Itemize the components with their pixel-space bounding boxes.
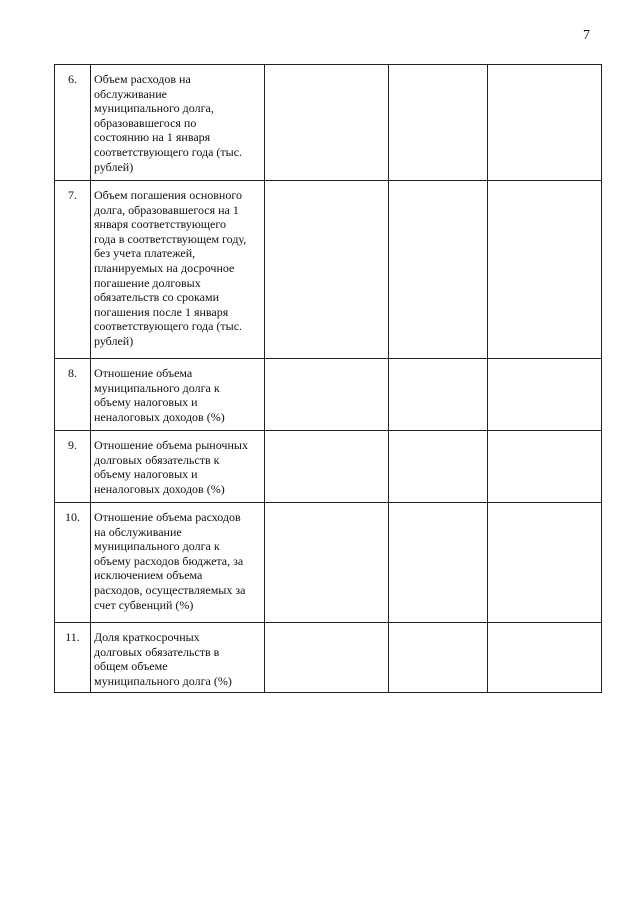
- desc-line: Отношение объема рыночных: [94, 438, 248, 452]
- desc-line: объему налоговых и: [94, 467, 198, 482]
- value-cell: [265, 431, 389, 503]
- value-cell: [389, 623, 488, 693]
- value-cell: [265, 623, 389, 693]
- desc-line: Объем погашения основного: [94, 188, 242, 202]
- value-cell: [488, 623, 602, 693]
- row-number: 7.: [55, 181, 91, 359]
- desc-line: рублей): [94, 159, 134, 174]
- value-cell: [389, 181, 488, 359]
- row-number: 8.: [55, 359, 91, 431]
- desc-line: на обслуживание: [94, 524, 182, 539]
- desc-line: объему расходов бюджета, за: [94, 553, 244, 568]
- desc-line: погашения после 1 января: [94, 304, 229, 319]
- desc-line: счет субвенций (%): [94, 597, 194, 612]
- desc-line: соответствующего года (тыс.: [94, 144, 243, 159]
- value-cell: [265, 503, 389, 623]
- desc-line: обязательств со сроками: [94, 290, 219, 305]
- row-description: [91, 431, 265, 503]
- desc-line: года в соответствующем году,: [94, 231, 247, 246]
- desc-line: муниципального долга,: [94, 101, 214, 116]
- value-cell: [265, 65, 389, 181]
- desc-line: муниципального долга к: [94, 380, 220, 395]
- row-number: 11.: [55, 623, 91, 693]
- desc-line: муниципального долга (%): [94, 673, 232, 688]
- value-cell: [389, 431, 488, 503]
- desc-line: неналоговых доходов (%): [94, 409, 225, 424]
- desc-line: муниципального долга к: [94, 539, 220, 554]
- desc-line: долговых обязательств в: [94, 644, 220, 659]
- row-description: [91, 181, 265, 359]
- desc-line: планируемых на досрочное: [94, 260, 235, 275]
- table-row: [55, 181, 602, 359]
- value-cell: [488, 65, 602, 181]
- desc-line: образовавшегося по: [94, 115, 197, 130]
- table-row: [55, 65, 602, 181]
- value-cell: [265, 359, 389, 431]
- value-cell: [488, 431, 602, 503]
- row-description: [91, 65, 265, 181]
- value-cell: [488, 503, 602, 623]
- desc-line: без учета платежей,: [94, 246, 196, 261]
- desc-line: долговых обязательств к: [94, 452, 220, 467]
- value-cell: [488, 181, 602, 359]
- desc-line: рублей): [94, 333, 134, 348]
- desc-line: Отношение объема расходов: [94, 510, 241, 524]
- desc-line: общем объеме: [94, 659, 168, 674]
- value-cell: [389, 65, 488, 181]
- desc-line: неналоговых доходов (%): [94, 481, 225, 496]
- desc-line: обслуживание: [94, 86, 167, 101]
- row-description: [91, 623, 265, 693]
- desc-line: Объем расходов на: [94, 72, 191, 86]
- desc-line: состоянию на 1 января: [94, 130, 211, 145]
- desc-line: объему налоговых и: [94, 395, 198, 410]
- page-number: 7: [583, 28, 590, 43]
- table-row: [55, 359, 602, 431]
- value-cell: [389, 359, 488, 431]
- value-cell: [389, 503, 488, 623]
- row-number: 6.: [55, 65, 91, 181]
- desc-line: Отношение объема: [94, 366, 193, 380]
- indicators-table: [54, 64, 602, 693]
- desc-line: исключением объема: [94, 568, 203, 583]
- row-description: [91, 359, 265, 431]
- row-number: 9.: [55, 431, 91, 503]
- desc-line: долга, образовавшегося на 1: [94, 202, 239, 217]
- table-row: [55, 623, 602, 693]
- row-description: [91, 503, 265, 623]
- desc-line: января соответствующего: [94, 217, 226, 232]
- desc-line: расходов, осуществляемых за: [94, 582, 246, 597]
- value-cell: [265, 181, 389, 359]
- row-number: 10.: [55, 503, 91, 623]
- desc-line: соответствующего года (тыс.: [94, 319, 243, 334]
- desc-line: погашение долговых: [94, 275, 201, 290]
- desc-line: Доля краткосрочных: [94, 630, 200, 644]
- value-cell: [488, 359, 602, 431]
- table-row: [55, 431, 602, 503]
- table-row: [55, 503, 602, 623]
